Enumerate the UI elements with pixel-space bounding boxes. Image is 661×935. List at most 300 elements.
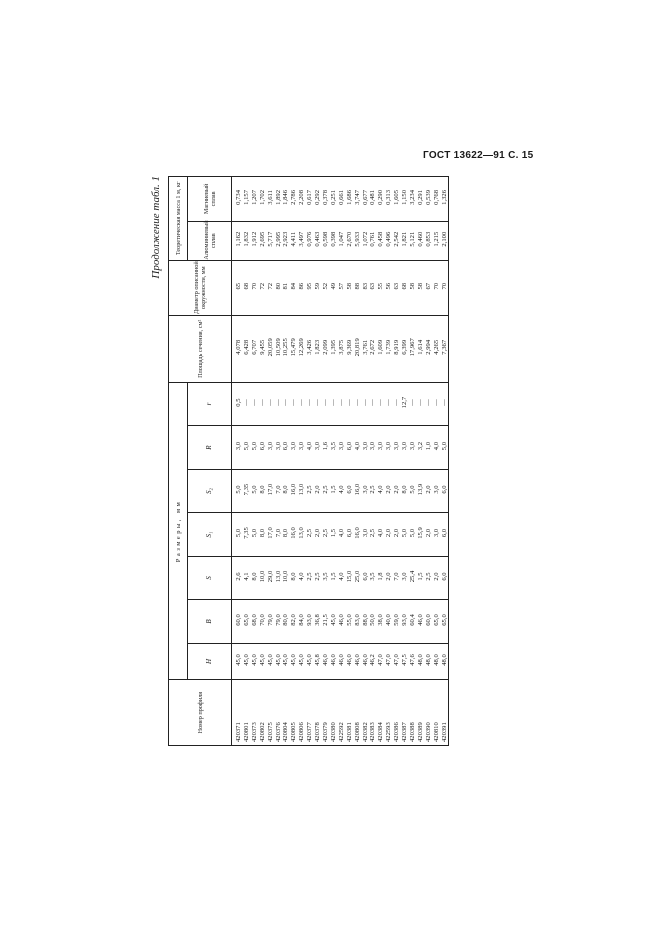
cell-area: 6,428 bbox=[243, 315, 251, 382]
table-row bbox=[322, 177, 330, 746]
cell-B: 79,0 bbox=[275, 600, 283, 643]
cell-S2: 7,0 bbox=[275, 469, 283, 512]
table-row bbox=[369, 177, 377, 746]
cell-R: 4,0 bbox=[433, 426, 441, 469]
cell-profile-no: 420386 bbox=[393, 680, 401, 746]
cell-area: 10,255 bbox=[282, 315, 290, 382]
cell-profile-no: 420389 bbox=[417, 680, 425, 746]
cell-B: 46,0 bbox=[417, 600, 425, 643]
cell-r: — bbox=[393, 382, 401, 426]
cell-aluminum: 1,215 bbox=[433, 221, 441, 260]
header-B: B bbox=[188, 600, 232, 643]
cell-H: 45,0 bbox=[275, 643, 283, 679]
cell-S1: 7,0 bbox=[275, 513, 283, 556]
cell-H: 46,0 bbox=[362, 643, 370, 679]
cell-profile-no: 420378 bbox=[314, 680, 322, 746]
cell-S1: 5,0 bbox=[409, 513, 417, 556]
cell-r: — bbox=[290, 382, 298, 426]
cell-area: 15,479 bbox=[290, 315, 298, 382]
cell-magnesium: 0,677 bbox=[362, 177, 370, 222]
cell-R: 3,0 bbox=[232, 426, 243, 469]
table-row bbox=[346, 177, 354, 746]
cell-r: — bbox=[330, 382, 338, 426]
table-continuation-label: Продолжение табл. 1 bbox=[150, 176, 162, 279]
cell-B: 46,0 bbox=[338, 600, 346, 643]
cell-R: 3,0 bbox=[409, 426, 417, 469]
table-row bbox=[232, 177, 243, 746]
cell-diameter: 95 bbox=[306, 260, 314, 315]
table-row bbox=[306, 177, 314, 746]
cell-magnesium: 0,251 bbox=[330, 177, 338, 222]
cell-S2: 4,0 bbox=[377, 469, 385, 512]
cell-profile-no: 420373 bbox=[251, 680, 259, 746]
cell-area: 9,455 bbox=[259, 315, 267, 382]
header-S2: S₂ bbox=[188, 469, 232, 512]
table-row bbox=[409, 177, 417, 746]
cell-R: 3,0 bbox=[369, 426, 377, 469]
cell-S2: 6,0 bbox=[346, 469, 354, 512]
cell-S2: 5,0 bbox=[232, 469, 243, 512]
cell-magnesium: 3,234 bbox=[409, 177, 417, 222]
table-row bbox=[275, 177, 283, 746]
cell-magnesium: 2,208 bbox=[298, 177, 306, 222]
cell-H: 45,0 bbox=[259, 643, 267, 679]
cell-S2: 3,0 bbox=[362, 469, 370, 512]
cell-S: 2,5 bbox=[425, 556, 433, 599]
cell-S2: 2,0 bbox=[393, 469, 401, 512]
cell-S2: 2,5 bbox=[322, 469, 330, 512]
cell-r: — bbox=[377, 382, 385, 426]
cell-S: 25,4 bbox=[409, 556, 417, 599]
cell-magnesium: 3,611 bbox=[267, 177, 275, 222]
table-row bbox=[425, 177, 433, 746]
cell-area: 10,509 bbox=[275, 315, 283, 382]
cell-B: 36,8 bbox=[314, 600, 322, 643]
cell-S1: 5,0 bbox=[401, 513, 409, 556]
cell-R: 3,0 bbox=[290, 426, 298, 469]
cell-B: 84,0 bbox=[298, 600, 306, 643]
cell-r: — bbox=[275, 382, 283, 426]
cell-B: 21,5 bbox=[322, 600, 330, 643]
table-row bbox=[330, 177, 338, 746]
cell-B: 65,0 bbox=[433, 600, 441, 643]
cell-aluminum: 2,100 bbox=[441, 221, 449, 260]
table-row bbox=[401, 177, 409, 746]
cell-H: 48,0 bbox=[425, 643, 433, 679]
cell-area: 1,614 bbox=[417, 315, 425, 382]
cell-profile-no: 420387 bbox=[401, 680, 409, 746]
cell-R: 3,0 bbox=[385, 426, 393, 469]
cell-S: 10,0 bbox=[259, 556, 267, 599]
cell-r: — bbox=[346, 382, 354, 426]
cell-S: 8,0 bbox=[290, 556, 298, 599]
cell-area: 4,078 bbox=[232, 315, 243, 382]
cell-H: 46,0 bbox=[322, 643, 330, 679]
cell-B: 79,0 bbox=[267, 600, 275, 643]
cell-B: 93,0 bbox=[401, 600, 409, 643]
cell-r: — bbox=[354, 382, 362, 426]
cell-area: 20,819 bbox=[354, 315, 362, 382]
cell-r: — bbox=[338, 382, 346, 426]
cell-area: 1,395 bbox=[330, 315, 338, 382]
cell-H: 47,6 bbox=[409, 643, 417, 679]
cell-R: 3,0 bbox=[314, 426, 322, 469]
cell-aluminum: 2,670 bbox=[346, 221, 354, 260]
table-row bbox=[362, 177, 370, 746]
cell-profile-no: 420802 bbox=[259, 680, 267, 746]
cell-r: — bbox=[282, 382, 290, 426]
cell-aluminum: 0,853 bbox=[425, 221, 433, 260]
header-mass-group: Теоретическая масса 1 м, кг bbox=[169, 177, 188, 261]
cell-B: 40,0 bbox=[385, 600, 393, 643]
header-diameter: Диаметр описанной окружности, мм bbox=[169, 260, 232, 315]
cell-r: — bbox=[259, 382, 267, 426]
cell-S2: 4,0 bbox=[338, 469, 346, 512]
cell-aluminum: 1,047 bbox=[338, 221, 346, 260]
cell-diameter: 59 bbox=[314, 260, 322, 315]
cell-H: 45,0 bbox=[290, 643, 298, 679]
cell-R: 6,0 bbox=[259, 426, 267, 469]
table-row bbox=[417, 177, 425, 746]
cell-r: — bbox=[251, 382, 259, 426]
cell-r: — bbox=[441, 382, 449, 426]
cell-S1: 2,0 bbox=[393, 513, 401, 556]
table-row bbox=[243, 177, 251, 746]
table-row bbox=[441, 177, 449, 746]
cell-diameter: 68 bbox=[243, 260, 251, 315]
cell-S: 25,0 bbox=[354, 556, 362, 599]
cell-S2: 16,0 bbox=[354, 469, 362, 512]
cell-H: 45,0 bbox=[232, 643, 243, 679]
cell-H: 45,0 bbox=[298, 643, 306, 679]
cell-S1: 15,9 bbox=[417, 513, 425, 556]
cell-area: 1,609 bbox=[377, 315, 385, 382]
cell-magnesium: 1,157 bbox=[243, 177, 251, 222]
cell-R: 4,0 bbox=[354, 426, 362, 469]
cell-S: 2,0 bbox=[433, 556, 441, 599]
cell-S: 15,0 bbox=[346, 556, 354, 599]
cell-profile-no: 420379 bbox=[322, 680, 330, 746]
cell-diameter: 81 bbox=[282, 260, 290, 315]
cell-area: 7,367 bbox=[441, 315, 449, 382]
cell-magnesium: 3,747 bbox=[354, 177, 362, 222]
cell-diameter: 70 bbox=[251, 260, 259, 315]
cell-S2: 2,0 bbox=[385, 469, 393, 512]
cell-r: — bbox=[314, 382, 322, 426]
cell-profile-no: 420388 bbox=[409, 680, 417, 746]
cell-S1: 5,0 bbox=[251, 513, 259, 556]
cell-magnesium: 1,702 bbox=[259, 177, 267, 222]
cell-magnesium: 0,539 bbox=[425, 177, 433, 222]
cell-profile-no: 420390 bbox=[425, 680, 433, 746]
cell-diameter: 58 bbox=[417, 260, 425, 315]
cell-B: 45,0 bbox=[330, 600, 338, 643]
cell-B: 88,0 bbox=[362, 600, 370, 643]
cell-H: 45,0 bbox=[306, 643, 314, 679]
cell-H: 45,0 bbox=[251, 643, 259, 679]
cell-H: 45,8 bbox=[314, 643, 322, 679]
cell-H: 45,0 bbox=[282, 643, 290, 679]
cell-aluminum: 2,695 bbox=[259, 221, 267, 260]
cell-S2: 2,5 bbox=[369, 469, 377, 512]
cell-r: — bbox=[425, 382, 433, 426]
cell-S1: 3,0 bbox=[362, 513, 370, 556]
profile-table bbox=[168, 176, 449, 746]
cell-S: 1,8 bbox=[377, 556, 385, 599]
cell-magnesium: 1,846 bbox=[282, 177, 290, 222]
cell-S1: 6,0 bbox=[346, 513, 354, 556]
cell-S1: 2,0 bbox=[314, 513, 322, 556]
cell-S1: 4,0 bbox=[377, 513, 385, 556]
cell-r: — bbox=[385, 382, 393, 426]
cell-aluminum: 1,162 bbox=[232, 221, 243, 260]
cell-S1: 2,5 bbox=[306, 513, 314, 556]
cell-magnesium: 1,605 bbox=[393, 177, 401, 222]
cell-diameter: 52 bbox=[322, 260, 330, 315]
cell-diameter: 68 bbox=[401, 260, 409, 315]
cell-diameter: 58 bbox=[409, 260, 417, 315]
cell-profile-no: 420384 bbox=[377, 680, 385, 746]
cell-B: 65,0 bbox=[243, 600, 251, 643]
cell-diameter: 86 bbox=[298, 260, 306, 315]
cell-profile-no: 420375 bbox=[267, 680, 275, 746]
cell-S2: 13,9 bbox=[417, 469, 425, 512]
cell-R: 3,0 bbox=[401, 426, 409, 469]
cell-diameter: 63 bbox=[393, 260, 401, 315]
cell-S: 3,0 bbox=[401, 556, 409, 599]
cell-magnesium: 1,326 bbox=[441, 177, 449, 222]
cell-R: 3,0 bbox=[362, 426, 370, 469]
cell-R: 5,0 bbox=[243, 426, 251, 469]
cell-S1: 2,0 bbox=[425, 513, 433, 556]
cell-S2: 2,5 bbox=[306, 469, 314, 512]
cell-S1: 6,0 bbox=[441, 513, 449, 556]
header-R: R bbox=[188, 426, 232, 469]
cell-diameter: 55 bbox=[377, 260, 385, 315]
cell-B: 93,0 bbox=[306, 600, 314, 643]
cell-S: 3,5 bbox=[322, 556, 330, 599]
cell-profile-no: 422593 bbox=[385, 680, 393, 746]
cell-r: — bbox=[267, 382, 275, 426]
header-aluminum: Алюминиевый сплав bbox=[188, 221, 232, 260]
cell-S1: 8,0 bbox=[259, 513, 267, 556]
table-row bbox=[354, 177, 362, 746]
cell-S: 1,5 bbox=[417, 556, 425, 599]
cell-B: 60,0 bbox=[232, 600, 243, 643]
cell-H: 46,0 bbox=[330, 643, 338, 679]
cell-R: 1,6 bbox=[322, 426, 330, 469]
cell-profile-no: 420376 bbox=[275, 680, 283, 746]
cell-aluminum: 5,121 bbox=[409, 221, 417, 260]
cell-H: 46,0 bbox=[354, 643, 362, 679]
cell-S2: 16,0 bbox=[290, 469, 298, 512]
cell-S1: 2,0 bbox=[385, 513, 393, 556]
cell-S: 6,0 bbox=[362, 556, 370, 599]
cell-profile-no: 420377 bbox=[306, 680, 314, 746]
cell-profile-no: 420805 bbox=[290, 680, 298, 746]
cell-B: 55,0 bbox=[346, 600, 354, 643]
cell-profile-no: 422592 bbox=[338, 680, 346, 746]
cell-R: 5,0 bbox=[251, 426, 259, 469]
table-body bbox=[232, 177, 449, 746]
cell-S1: 4,0 bbox=[338, 513, 346, 556]
cell-magnesium: 0,768 bbox=[433, 177, 441, 222]
cell-S2: 2,0 bbox=[314, 469, 322, 512]
cell-magnesium: 0,292 bbox=[314, 177, 322, 222]
cell-S2: 7,35 bbox=[243, 469, 251, 512]
cell-S2: 1,5 bbox=[330, 469, 338, 512]
cell-diameter: 65 bbox=[232, 260, 243, 315]
cell-magnesium: 1,686 bbox=[346, 177, 354, 222]
cell-r: 0,5 bbox=[232, 382, 243, 426]
cell-H: 46,2 bbox=[369, 643, 377, 679]
table-row bbox=[298, 177, 306, 746]
cell-magnesium: 0,734 bbox=[232, 177, 243, 222]
cell-S2: 6,0 bbox=[441, 469, 449, 512]
cell-S: 29,0 bbox=[267, 556, 275, 599]
cell-magnesium: 0,313 bbox=[385, 177, 393, 222]
cell-area: 9,369 bbox=[346, 315, 354, 382]
header-S1: S₁ bbox=[188, 513, 232, 556]
cell-S2: 13,0 bbox=[298, 469, 306, 512]
cell-diameter: 58 bbox=[346, 260, 354, 315]
cell-B: 60,4 bbox=[409, 600, 417, 643]
cell-profile-no: 420383 bbox=[369, 680, 377, 746]
cell-S1: 5,0 bbox=[232, 513, 243, 556]
table-row bbox=[290, 177, 298, 746]
cell-aluminum: 1,832 bbox=[243, 221, 251, 260]
cell-r: — bbox=[409, 382, 417, 426]
cell-magnesium: 0,378 bbox=[322, 177, 330, 222]
cell-H: 47,0 bbox=[385, 643, 393, 679]
cell-R: 5,0 bbox=[441, 426, 449, 469]
cell-R: 3,0 bbox=[298, 426, 306, 469]
cell-area: 2,672 bbox=[369, 315, 377, 382]
table-row bbox=[385, 177, 393, 746]
cell-S1: 17,0 bbox=[267, 513, 275, 556]
cell-aluminum: 2,923 bbox=[282, 221, 290, 260]
cell-aluminum: 0,463 bbox=[314, 221, 322, 260]
header-magnesium: Магниевый сплав bbox=[188, 177, 232, 222]
cell-aluminum: 2,542 bbox=[393, 221, 401, 260]
cell-S: 8,0 bbox=[251, 556, 259, 599]
cell-profile-no: 420801 bbox=[243, 680, 251, 746]
cell-profile-no: 420382 bbox=[362, 680, 370, 746]
table-row bbox=[259, 177, 267, 746]
cell-area: 8,919 bbox=[393, 315, 401, 382]
cell-magnesium: 1,207 bbox=[251, 177, 259, 222]
cell-area: 12,269 bbox=[298, 315, 306, 382]
cell-S1: 13,0 bbox=[298, 513, 306, 556]
cell-diameter: 84 bbox=[290, 260, 298, 315]
cell-profile-no: 420804 bbox=[282, 680, 290, 746]
cell-area: 3,426 bbox=[306, 315, 314, 382]
header-area: Площадь сечения, см² bbox=[169, 315, 232, 382]
cell-area: 1,823 bbox=[314, 315, 322, 382]
cell-profile-no: 420810 bbox=[433, 680, 441, 746]
cell-diameter: 88 bbox=[354, 260, 362, 315]
cell-magnesium: 0,617 bbox=[306, 177, 314, 222]
cell-area: 20,059 bbox=[267, 315, 275, 382]
cell-profile-no: 420808 bbox=[354, 680, 362, 746]
cell-diameter: 83 bbox=[362, 260, 370, 315]
cell-area: 2,099 bbox=[322, 315, 330, 382]
cell-r: — bbox=[362, 382, 370, 426]
cell-area: 6,707 bbox=[251, 315, 259, 382]
cell-H: 46,0 bbox=[338, 643, 346, 679]
cell-S2: 8,0 bbox=[282, 469, 290, 512]
cell-magnesium: 1,150 bbox=[401, 177, 409, 222]
cell-aluminum: 1,912 bbox=[251, 221, 259, 260]
cell-area: 17,967 bbox=[409, 315, 417, 382]
cell-area: 4,265 bbox=[433, 315, 441, 382]
cell-S: 13,0 bbox=[275, 556, 283, 599]
cell-S: 10,0 bbox=[282, 556, 290, 599]
cell-diameter: 70 bbox=[441, 260, 449, 315]
cell-profile-no: 420371 bbox=[232, 680, 243, 746]
cell-S: 3,5 bbox=[369, 556, 377, 599]
cell-aluminum: 1,072 bbox=[362, 221, 370, 260]
cell-r: — bbox=[243, 382, 251, 426]
header-r: r bbox=[188, 382, 232, 426]
cell-H: 45,0 bbox=[267, 643, 275, 679]
cell-S: 1,5 bbox=[330, 556, 338, 599]
cell-B: 59,0 bbox=[393, 600, 401, 643]
cell-H: 47,0 bbox=[393, 643, 401, 679]
cell-S: 7,0 bbox=[393, 556, 401, 599]
cell-aluminum: 0,460 bbox=[417, 221, 425, 260]
cell-S1: 2,5 bbox=[322, 513, 330, 556]
cell-aluminum: 2,995 bbox=[275, 221, 283, 260]
table-row bbox=[377, 177, 385, 746]
cell-B: 82,0 bbox=[290, 600, 298, 643]
cell-H: 46,0 bbox=[346, 643, 354, 679]
cell-diameter: 49 bbox=[330, 260, 338, 315]
cell-S2: 8,0 bbox=[259, 469, 267, 512]
cell-S1: 7,35 bbox=[243, 513, 251, 556]
cell-R: 3,0 bbox=[377, 426, 385, 469]
cell-diameter: 56 bbox=[385, 260, 393, 315]
cell-aluminum: 0,598 bbox=[322, 221, 330, 260]
cell-magnesium: 2,786 bbox=[290, 177, 298, 222]
cell-diameter: 72 bbox=[267, 260, 275, 315]
cell-diameter: 72 bbox=[259, 260, 267, 315]
cell-r: — bbox=[417, 382, 425, 426]
cell-B: 83,0 bbox=[354, 600, 362, 643]
table-row bbox=[338, 177, 346, 746]
cell-area: 1,739 bbox=[385, 315, 393, 382]
table-row bbox=[282, 177, 290, 746]
cell-S: 2,5 bbox=[314, 556, 322, 599]
cell-B: 65,0 bbox=[441, 600, 449, 643]
header-sizes-group: Размеры, мм bbox=[169, 382, 188, 679]
cell-S2: 5,0 bbox=[251, 469, 259, 512]
cell-magnesium: 0,481 bbox=[369, 177, 377, 222]
header-profile-no: Номер профиля bbox=[169, 680, 232, 746]
cell-R: 1,0 bbox=[425, 426, 433, 469]
table-row bbox=[267, 177, 275, 746]
cell-r: — bbox=[433, 382, 441, 426]
cell-r: — bbox=[306, 382, 314, 426]
cell-B: 80,0 bbox=[282, 600, 290, 643]
cell-profile-no: 420381 bbox=[346, 680, 354, 746]
cell-r: 12,7 bbox=[401, 382, 409, 426]
cell-R: 3,2 bbox=[417, 426, 425, 469]
cell-diameter: 63 bbox=[369, 260, 377, 315]
cell-r: — bbox=[298, 382, 306, 426]
header-H: H bbox=[188, 643, 232, 679]
cell-S: 2,0 bbox=[385, 556, 393, 599]
